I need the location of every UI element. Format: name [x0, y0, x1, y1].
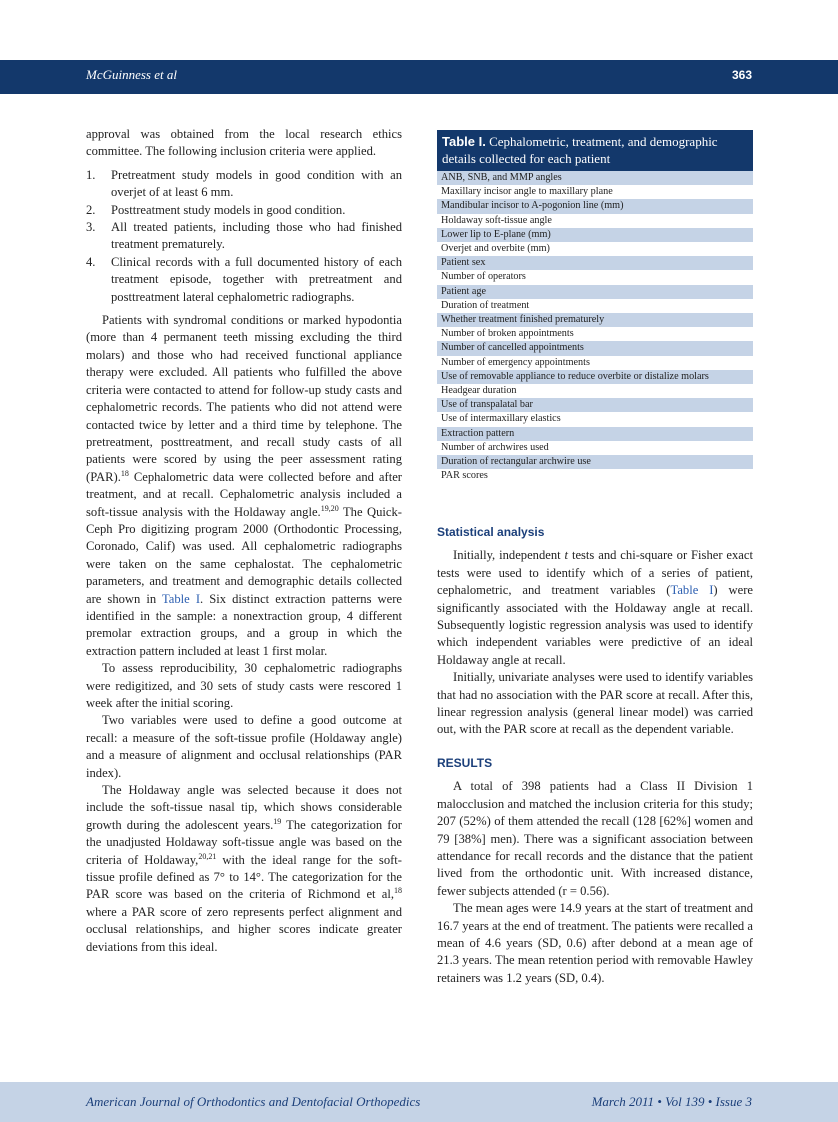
holdaway-paragraph	[86, 782, 402, 956]
running-header-authors: McGuinness et al	[86, 67, 177, 82]
text-run: Cephalometric data were collected before and after treatment, and at recall. Cephalometric analysis included a soft-tissue analysis with the Holdaway angle.	[86, 469, 402, 519]
table-row: PAR scores	[441, 470, 488, 482]
citation: 19,20	[320, 503, 339, 513]
table-row: Patient age	[437, 285, 753, 299]
regression-paragraph: Initially, univariate analyses were used to identify variables that had no association with the PAR score at recall. After this, linear regression analysis (general linear model) was carried out, with the PAR score at recall as the dependent variable.	[437, 670, 753, 737]
table-row: Number of archwires used	[441, 441, 549, 453]
table-row: Lower lip to E-plane (mm)	[437, 228, 753, 242]
methods-paragraph	[86, 312, 402, 660]
table-row: Number of operators	[441, 271, 526, 283]
table-caption-text: Cephalometric, treatment, and demographic details collected for each patient	[442, 134, 718, 166]
table-row: Patient sex	[437, 256, 753, 270]
results-heading: RESULTS	[437, 755, 493, 770]
table-row: Extraction pattern	[437, 427, 753, 441]
text-run: Initially, independent	[453, 548, 565, 563]
journal-name: American Journal of Orthodontics and Dentofacial Orthopedics	[86, 1094, 421, 1109]
criteria-number: 4.	[86, 254, 96, 269]
text-run: with the ideal range for the soft-tissue profile defined as 7° to 14°. The categorization for the PAR score was based on the criteria of Richmond et al,	[86, 852, 402, 902]
table-row: Number of cancelled appointments	[437, 341, 753, 355]
issue-info: March 2011 • Vol 139 • Issue 3	[591, 1094, 752, 1109]
criteria-text: Pretreatment study models in good condition with an overjet of at least 6 mm.	[111, 167, 402, 200]
table-row: Whether treatment finished prematurely	[437, 313, 753, 327]
text-run: ) were significantly associated with the Holdaway angle at recall. Subsequently logistic regression analysis was used to identify which independent variables were predictive of an ideal Holdaway angle at recall.	[437, 583, 753, 667]
citation: 20,21	[198, 851, 217, 861]
running-header	[0, 60, 838, 94]
table-row: Overjet and overbite (mm)	[441, 243, 550, 255]
criteria-item	[86, 202, 402, 219]
criteria-text: Posttreatment study models in good condition.	[111, 202, 346, 217]
table-row: Number of broken appointments	[441, 328, 574, 340]
page-number: 363	[731, 68, 752, 82]
table-row: Use of intermaxillary elastics	[441, 413, 561, 425]
table-i-link[interactable]: Table I	[161, 591, 201, 606]
right-column	[437, 524, 753, 987]
inclusion-criteria-list	[86, 167, 402, 306]
left-column	[86, 126, 402, 956]
criteria-number: 3.	[86, 220, 96, 235]
reproducibility-paragraph: To assess reproducibility, 30 cephalometric radiographs were redigitized, and 30 sets of study casts were rescored 1 week after the initial scoring.	[86, 661, 402, 710]
citation: 18	[120, 468, 129, 478]
criteria-text: All treated patients, including those who had finished treatment prematurely.	[111, 220, 402, 252]
text-run: Patients with syndromal conditions or marked hypodontia (more than 4 permanent teeth missing excluding the third molars) and those who had received functional appliance therapy were excluded. All patients who fulfilled the above criteria were contacted to attend for follow-up study casts and cephalometric records. The patients who did not attend were contacted twice by letter and a third time by telephone. The pretreatment, posttreatment, and recall study casts of all patients were scored by using the peer assessment rating (PAR).	[86, 313, 402, 484]
criteria-item	[86, 219, 402, 254]
table-row: Duration of rectangular archwire use	[437, 455, 753, 469]
table-row: Duration of treatment	[441, 299, 530, 311]
table-row: Use of transpalatal bar	[437, 398, 753, 412]
statistical-analysis-heading: Statistical analysis	[437, 525, 545, 539]
table-row: Number of emergency appointments	[441, 356, 590, 368]
criteria-number: 1.	[86, 167, 96, 182]
table-row: Mandibular incisor to A-pogonion line (mm)	[437, 199, 753, 213]
text-run: The categorization for the unadjusted Holdaway soft-tissue angle was based on the criteria of Holdaway,	[86, 817, 402, 867]
citation: 19	[273, 816, 282, 826]
text-run: The Quick-Ceph Pro digitizing program 2000 (Orthodontic Processing, Coronado, Calif) was used. All cephalometric radiographs were taken on the same cephalostat. The cephalometric parameters, and treatment and demographic details collected are shown in	[86, 504, 403, 606]
criteria-item	[86, 167, 402, 202]
text-run: . Six distinct extraction patterns were identified in the sample: a nonextraction group, 4 different premolar extraction groups, and a group in which the extraction pattern included at least 1 first molar.	[86, 591, 402, 658]
outcome-paragraph: Two variables were used to define a good outcome at recall: a measure of the soft-tissue profile (Holdaway angle) and a measure of alignment and occlusal relationships (PAR index).	[86, 713, 402, 780]
table-row: Headgear duration	[441, 385, 517, 397]
results-paragraph: A total of 398 patients had a Class II Division 1 malocclusion and matched the inclusion criteria for this study; 207 (52%) of them attended the recall (128 [62%] women and 79 [38%] men). There was a significant association between attendance for recall records and the distance that the patient lived from the orthodontic unit. With increased distance, fewer subjects attended (r = 0.56).	[437, 779, 753, 898]
text-run: The Holdaway angle was selected because it does not include the soft-tissue nasal tip, which shows considerable growth during the adolescent years.	[86, 783, 402, 832]
statistics-paragraph	[437, 547, 753, 669]
table-row: Maxillary incisor angle to maxillary plane	[441, 186, 613, 198]
criteria-item	[86, 254, 402, 306]
text-run: tests and chi-square or Fisher exact tests were used to identify which of a series of patient, cephalometric, and treatment variables (	[437, 548, 753, 598]
running-footer	[0, 1082, 838, 1122]
italic-t: t	[564, 548, 569, 563]
ages-paragraph: The mean ages were 14.9 years at the start of treatment and 16.7 years at the end of treatment. The patients were recalled a mean of 4.6 years (SD, 0.6) after debond at a mean age of 21.3 years. The mean retention period with removable Hawley retainers was 1.2 years (SD, 0.4).	[437, 901, 753, 985]
table-label: Table I.	[442, 134, 486, 149]
criteria-text: Clinical records with a full documented history of each treatment episode, together with pretreatment and posttreatment lateral cephalometric radiographs.	[111, 254, 402, 304]
table-row: Use of removable appliance to reduce overbite or distalize molars	[437, 370, 753, 384]
criteria-number: 2.	[86, 202, 96, 217]
table-row: Holdaway soft-tissue angle	[441, 214, 552, 226]
table-i	[437, 130, 753, 483]
intro-paragraph: approval was obtained from the local research ethics committee. The following inclusion criteria were applied.	[86, 127, 402, 159]
text-run: where a PAR score of zero represents perfect alignment and occlusal relationships, and higher scores indicate greater deviations from this ideal.	[86, 904, 402, 954]
citation: 18	[394, 886, 402, 896]
table-caption	[437, 130, 753, 171]
table-i-link[interactable]: Table I	[670, 583, 714, 598]
table-row: ANB, SNB, and MMP angles	[437, 171, 753, 185]
